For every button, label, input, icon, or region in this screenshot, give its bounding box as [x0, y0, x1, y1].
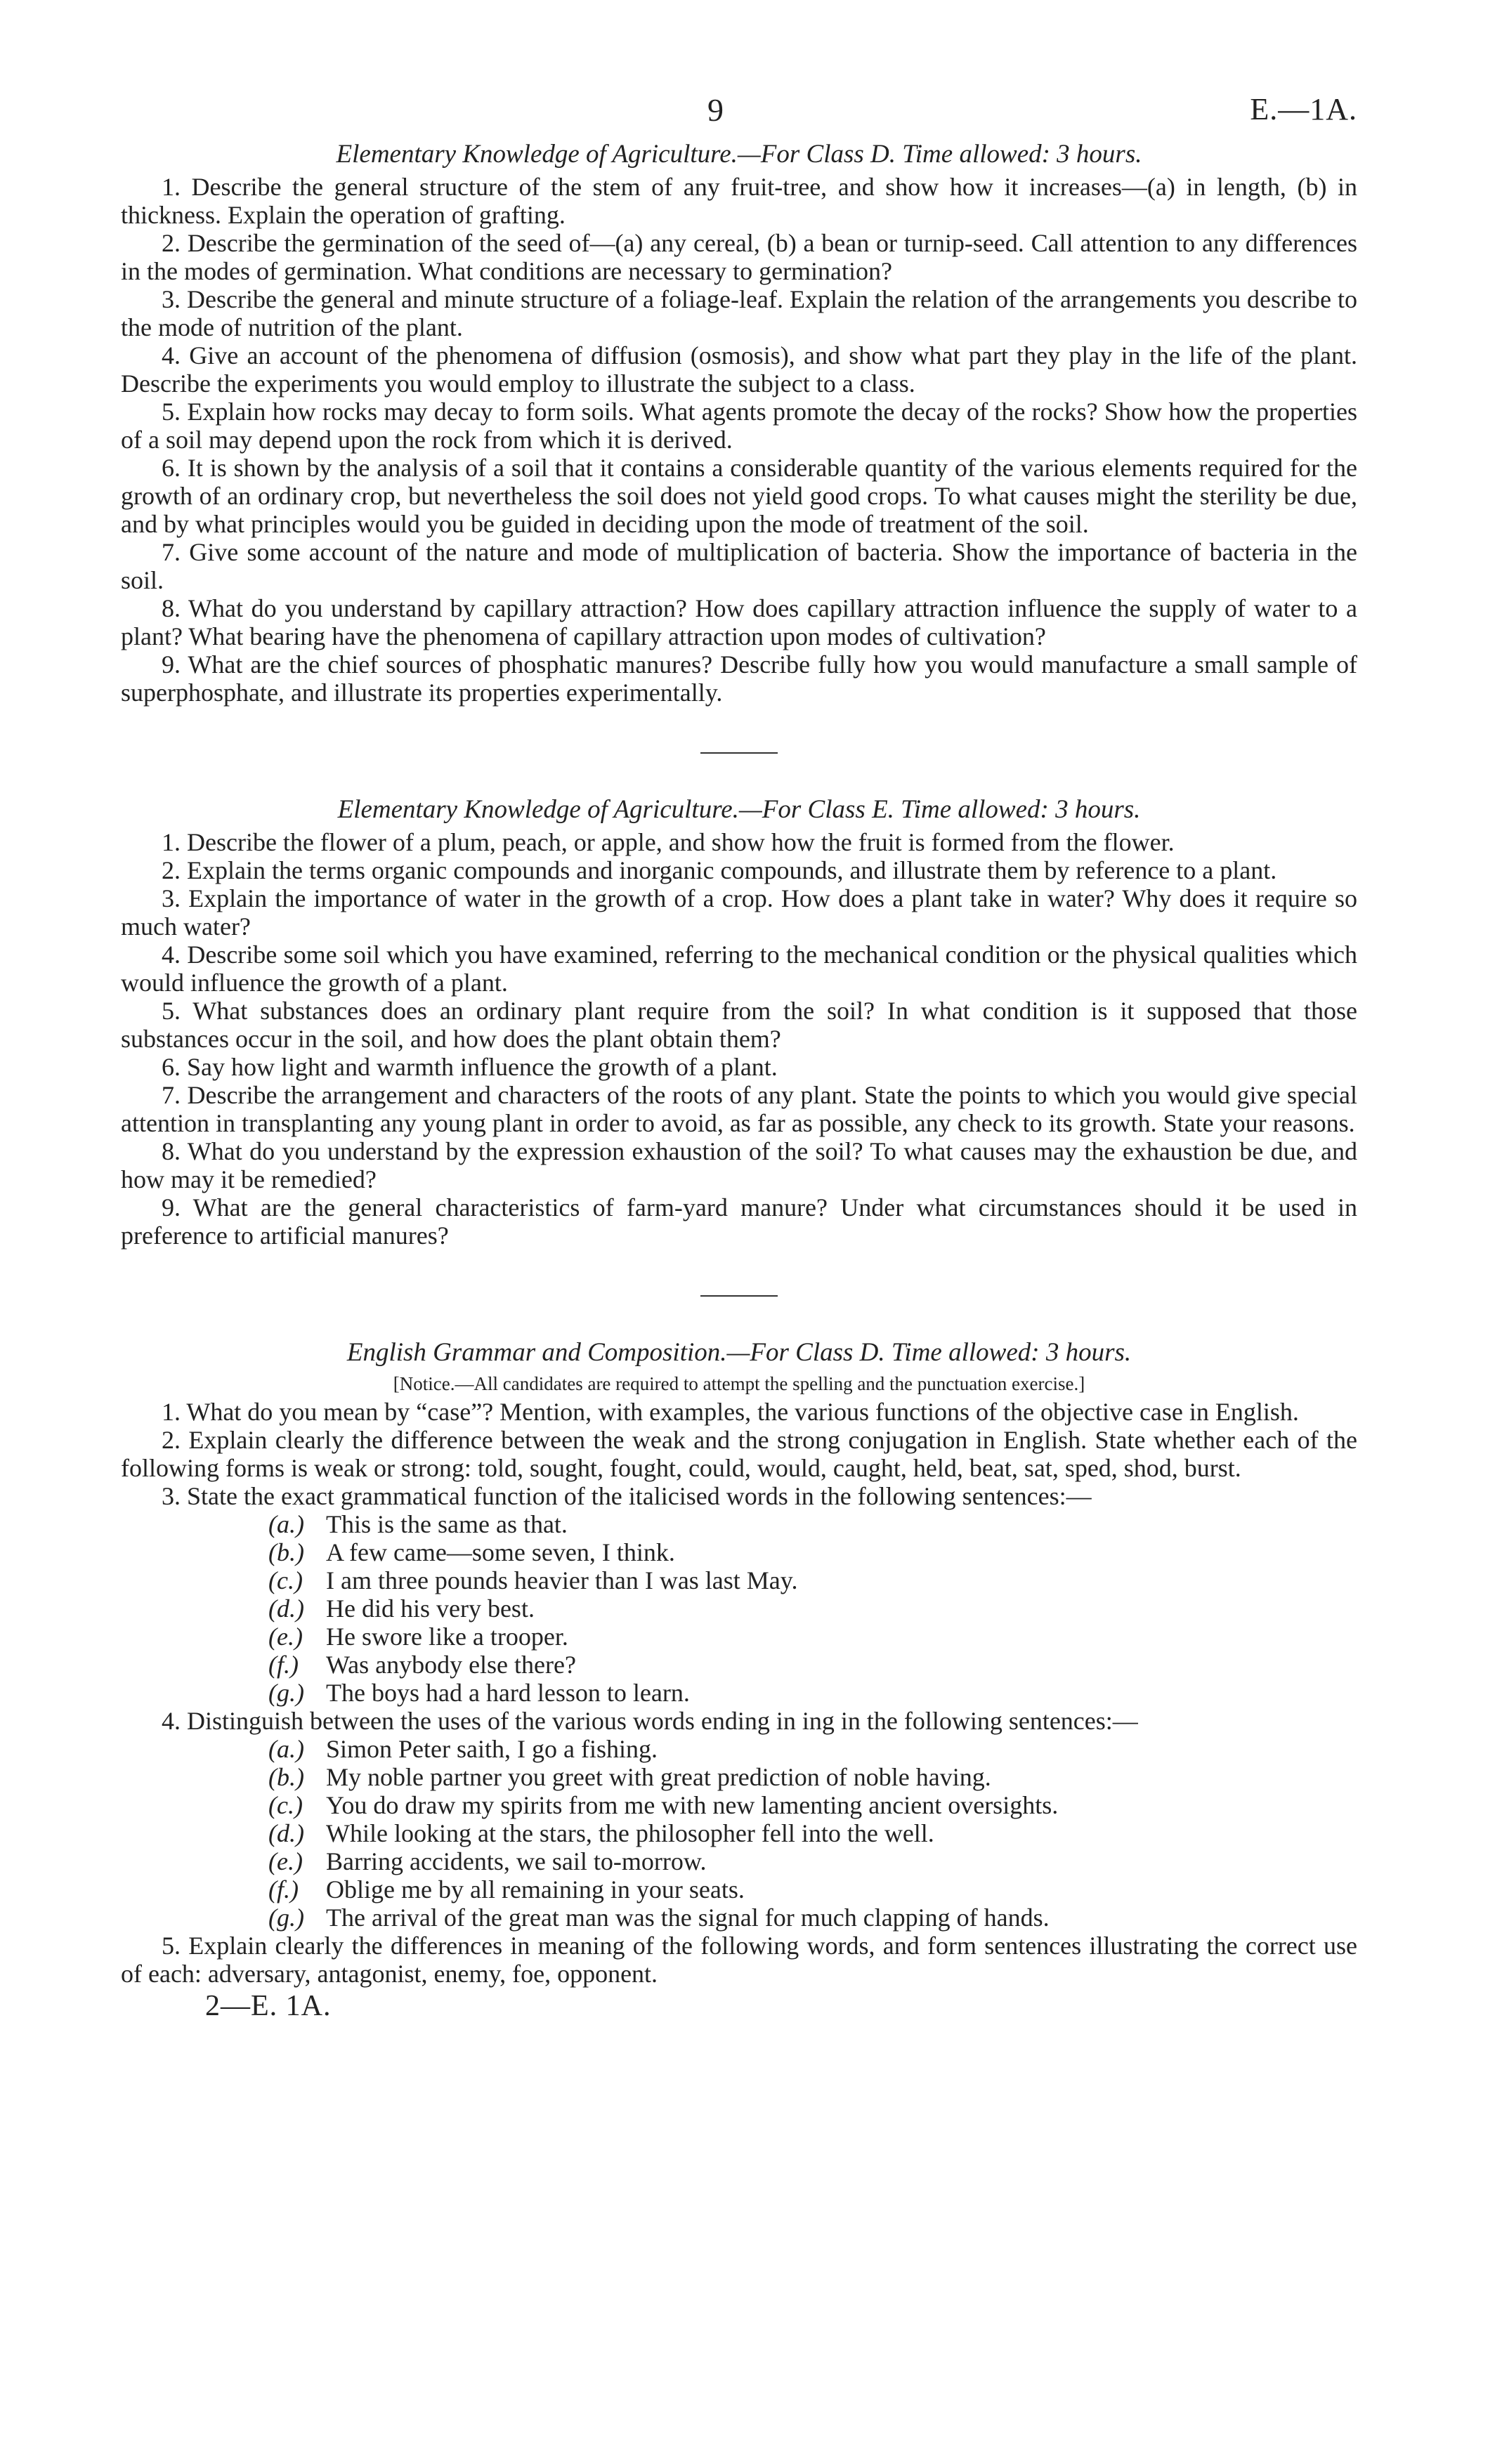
sub-question-letter: (d.) — [268, 1594, 304, 1623]
question: 3. Explain the importance of water in the growth of a crop. How does a plant take in water? Why does it require so much water? — [121, 884, 1357, 941]
section-agriculture-class-d — [121, 140, 1357, 707]
question: 4. Distinguish between the uses of the various words ending in ing in the following sentences:— — [162, 1707, 1138, 1735]
sub-question-letter: (f.) — [268, 1875, 299, 1903]
sub-question-text: My noble partner you greet with great prediction of noble having. — [326, 1763, 991, 1791]
section-agriculture-class-e — [121, 796, 1357, 1250]
sub-question — [121, 1847, 1357, 1875]
page-number: 9 — [707, 92, 724, 128]
document-page — [121, 91, 1357, 2024]
question: 5. Explain clearly the differences in meaning of the following words, and form sentences illustrating the correct use of each: adversary, antagonist, enemy, foe, opponent. — [121, 1932, 1357, 1988]
sub-question-list — [121, 1735, 1357, 1932]
sub-question-text: Was anybody else there? — [326, 1651, 576, 1679]
question: 2. Describe the germination of the seed of—(a) any cereal, (b) a bean or turnip-seed. Call attention to any differences in the modes of germination. What conditions are necessary to germination? — [121, 229, 1357, 285]
question: 8. What do you understand by capillary attraction? How does capillary attraction influence the supply of water to a plant? What bearing have the phenomena of capillary attraction upon modes of cultivation? — [121, 594, 1357, 650]
question: 4. Give an account of the phenomena of diffusion (osmosis), and show what part they play in the life of the plant. Describe the experiments you would employ to illustrate the subject to a class. — [121, 341, 1357, 398]
question: 6. It is shown by the analysis of a soil that it contains a considerable quantity of the various elements required for the growth of an ordinary crop, but nevertheless the soil does not yield good crops. To what causes might the sterility be due, and by what principles would you be guided in deciding upon the mode of treatment of the soil. — [121, 454, 1357, 538]
signature-mark: 2—E. 1A. — [205, 1990, 332, 2022]
sub-question — [121, 1735, 1357, 1763]
sub-question-letter: (c.) — [268, 1566, 303, 1594]
question: 4. Describe some soil which you have examined, referring to the mechanical condition or the physical qualities which would influence the growth of a plant. — [121, 941, 1357, 997]
section-title: English Grammar and Composition.—For Class D. Time allowed: 3 hours. — [346, 1338, 1132, 1367]
question: 8. What do you understand by the expression exhaustion of the soil? To what causes may the exhaustion be due, and how may it be remedied? — [121, 1137, 1357, 1193]
sub-question-text: Oblige me by all remaining in your seats. — [326, 1875, 745, 1903]
sub-question-letter: (f.) — [268, 1651, 299, 1679]
sub-question-text: While looking at the stars, the philosopher fell into the well. — [326, 1819, 934, 1847]
sub-question — [121, 1623, 1357, 1651]
sub-question-text: This is the same as that. — [326, 1510, 568, 1538]
sub-question-text: Simon Peter saith, I go a fishing. — [326, 1735, 658, 1763]
sub-question-text: He swore like a trooper. — [326, 1623, 568, 1651]
sub-question-text: He did his very best. — [326, 1594, 535, 1623]
sub-question-list — [121, 1510, 1357, 1707]
sub-question-text: I am three pounds heavier than I was last May. — [326, 1566, 798, 1594]
sub-question-letter: (e.) — [268, 1623, 303, 1651]
sub-question-text: The arrival of the great man was the signal for much clapping of hands. — [326, 1903, 1050, 1932]
sub-question — [121, 1679, 1357, 1707]
sub-question — [121, 1819, 1357, 1847]
sub-question — [121, 1566, 1357, 1594]
sub-question — [121, 1594, 1357, 1623]
question: 9. What are the general characteristics of farm-yard manure? Under what circumstances should it be used in preference to artificial manures? — [121, 1193, 1357, 1250]
sub-question-text: The boys had a hard lesson to learn. — [326, 1679, 690, 1707]
sub-question-text: A few came—some seven, I think. — [326, 1538, 675, 1566]
sub-question — [121, 1763, 1357, 1791]
sub-question-letter: (a.) — [268, 1510, 304, 1538]
question: 2. Explain the terms organic compounds and inorganic compounds, and illustrate them by reference to a plant. — [162, 856, 1277, 884]
sub-question-letter: (d.) — [268, 1819, 304, 1847]
sub-question-letter: (g.) — [268, 1903, 304, 1932]
sub-question-letter: (c.) — [268, 1791, 303, 1819]
section-title: Elementary Knowledge of Agriculture.—For Class E. Time allowed: 3 hours. — [337, 795, 1141, 824]
sub-question-text: You do draw my spirits from me with new lamenting ancient oversights. — [326, 1791, 1059, 1819]
section-divider — [700, 1295, 778, 1297]
question: 6. Say how light and warmth influence the growth of a plant. — [162, 1053, 778, 1081]
section-english-grammar-class-d — [121, 1339, 1357, 1988]
question: 2. Explain clearly the difference between the weak and the strong conjugation in English. State whether each of the following forms is weak or strong: told, sought, fought, could, would, caught, held, beat, sat, sped, shod, burst. — [121, 1426, 1357, 1482]
question: 3. Describe the general and minute structure of a foliage-leaf. Explain the relation of the arrangements you describe to the mode of nutrition of the plant. — [121, 285, 1357, 341]
question: 7. Give some account of the nature and mode of multiplication of bacteria. Show the importance of bacteria in the soil. — [121, 538, 1357, 594]
notice: [Notice.—All candidates are required to attempt the spelling and the punctuation exercise.] — [393, 1373, 1085, 1394]
question: 1. Describe the flower of a plum, peach, or apple, and show how the fruit is formed from the flower. — [162, 828, 1175, 856]
sub-question — [121, 1510, 1357, 1538]
sub-question-letter: (e.) — [268, 1847, 303, 1875]
sub-question-text: Barring accidents, we sail to-morrow. — [326, 1847, 707, 1875]
section-title: Elementary Knowledge of Agriculture.—For Class D. Time allowed: 3 hours. — [336, 140, 1142, 169]
question: 7. Describe the arrangement and characters of the roots of any plant. State the points to which you would give special attention in transplanting any young plant in order to avoid, as far as possible, any check to its growth. State your reasons. — [121, 1081, 1357, 1137]
section-divider — [700, 752, 778, 754]
question: 1. Describe the general structure of the stem of any fruit-tree, and show how it increases—(a) in length, (b) in thickness. Explain the operation of grafting. — [121, 173, 1357, 229]
document-reference: E.—1A. — [1250, 92, 1357, 126]
question: 9. What are the chief sources of phosphatic manures? Describe fully how you would manufacture a small sample of superphosphate, and illustrate its properties experimentally. — [121, 650, 1357, 707]
sub-question — [121, 1538, 1357, 1566]
sub-question-letter: (b.) — [268, 1538, 304, 1566]
sub-question — [121, 1875, 1357, 1903]
sub-question — [121, 1903, 1357, 1932]
question: 5. What substances does an ordinary plant require from the soil? In what condition is it supposed that those substances occur in the soil, and how does the plant obtain them? — [121, 997, 1357, 1053]
sub-question-letter: (g.) — [268, 1679, 304, 1707]
sub-question-letter: (a.) — [268, 1735, 304, 1763]
page-header — [121, 91, 1357, 140]
sub-question — [121, 1791, 1357, 1819]
question: 1. What do you mean by “case”? Mention, with examples, the various functions of the objective case in English. — [162, 1398, 1299, 1426]
question: 5. Explain how rocks may decay to form soils. What agents promote the decay of the rocks? Show how the properties of a soil may depend upon the rock from which it is derived. — [121, 398, 1357, 454]
sub-question-letter: (b.) — [268, 1763, 304, 1791]
sub-question — [121, 1651, 1357, 1679]
question: 3. State the exact grammatical function of the italicised words in the following sentences:— — [162, 1482, 1092, 1510]
